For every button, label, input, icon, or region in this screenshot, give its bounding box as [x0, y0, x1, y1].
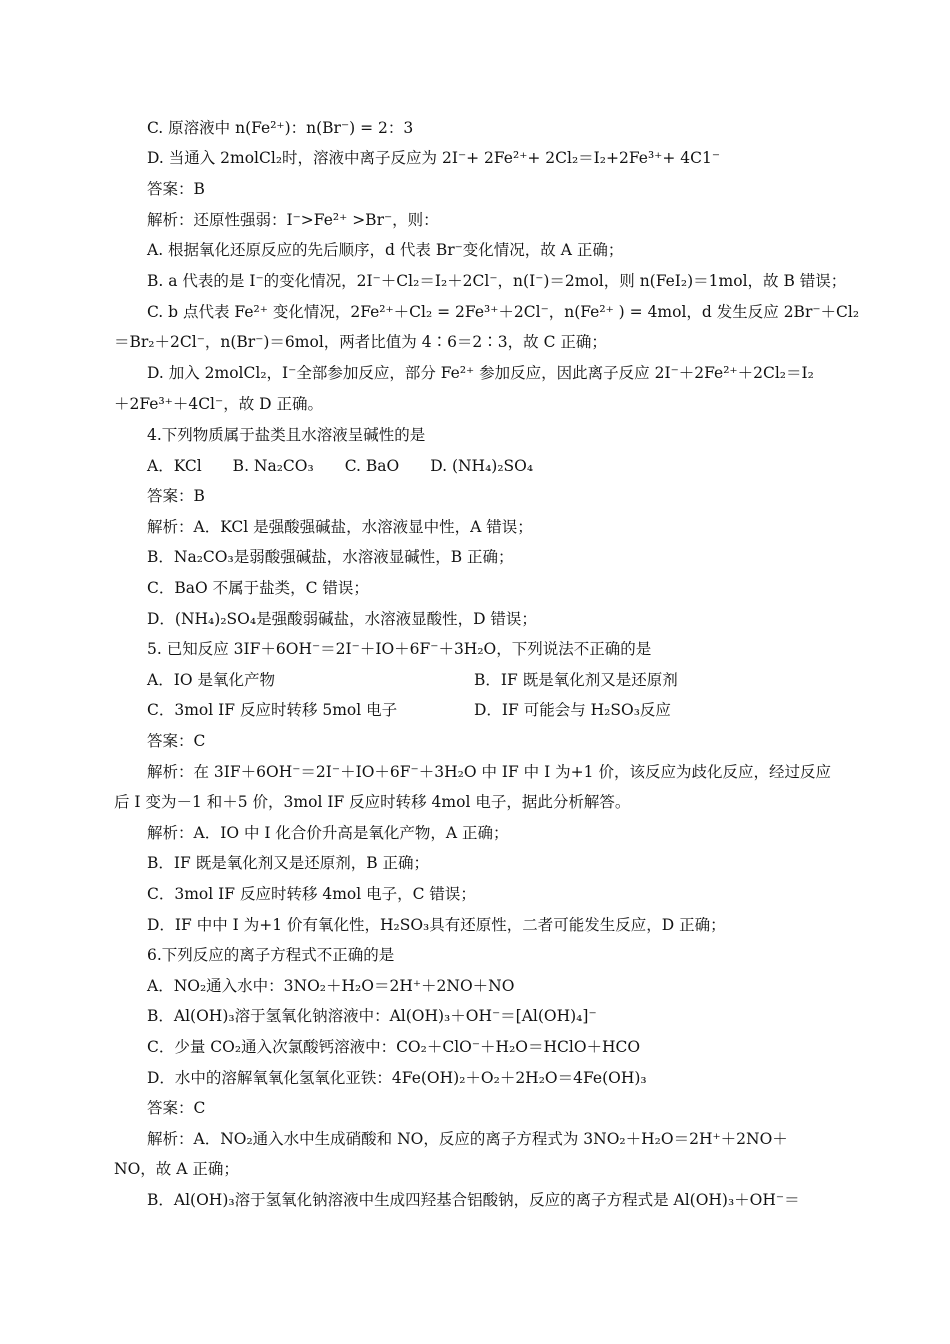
analysis-line: 解析：A．IO 中 I 化合价升高是氧化产物，A 正确； [147, 824, 509, 842]
analysis-line: 解析：A．KCl 是强酸强碱盐，水溶液显中性，A 错误； [147, 518, 533, 536]
analysis-line: C．3mol IF 反应时转移 4mol 电子，C 错误； [147, 885, 476, 903]
question-5-stem: 5. 已知反应 3IF＋6OH⁻＝2I⁻＋IO＋6F⁻＋3H₂O，下列说法不正确的是 [147, 640, 652, 658]
question-5-option-a: A．IO 是氧化产物 [147, 671, 275, 689]
analysis-line: 解析：还原性强弱：I⁻>Fe²⁺ >Br⁻，则： [147, 211, 439, 229]
answer-line: 答案：B [147, 487, 205, 505]
question-6-option-d: D．水中的溶解氧氧化氢氧化亚铁：4Fe(OH)₂＋O₂＋2H₂O＝4Fe(OH)₃ [147, 1069, 647, 1087]
answer-line: 答案：C [147, 732, 206, 750]
analysis-line: 解析：A．NO₂通入水中生成硝酸和 NO，反应的离子方程式为 3NO₂＋H₂O＝2H⁺＋2NO＋ [147, 1130, 788, 1148]
analysis-line: 后 I 变为－1 和＋5 价，3mol IF 反应时转移 4mol 电子，据此分析解答。 [114, 793, 631, 811]
question-6-option-c: C．少量 CO₂通入次氯酸钙溶液中：CO₂＋ClO⁻＋H₂O＝HClO＋HCO [147, 1038, 641, 1056]
analysis-line: C. b 点代表 Fe²⁺ 变化情况，2Fe²⁺＋Cl₂ = 2Fe³⁺＋2Cl⁻，n(Fe²⁺ ) = 4mol，d 发生反应 2Br⁻＋Cl₂ [147, 303, 860, 321]
option-c-line: C. 原溶液中 n(Fe²⁺)：n(Br⁻) = 2：3 [147, 119, 414, 137]
question-6-option-a: A．NO₂通入水中：3NO₂＋H₂O＝2H⁺＋2NO＋NO [147, 977, 515, 995]
analysis-line: ＋2Fe³⁺＋4Cl⁻，故 D 正确。 [114, 395, 323, 413]
analysis-line: C．BaO 不属于盐类，C 错误； [147, 579, 369, 597]
analysis-line: NO，故 A 正确； [114, 1160, 239, 1178]
question-4-stem: 4.下列物质属于盐类且水溶液呈碱性的是 [147, 426, 426, 444]
analysis-line: B．Na₂CO₃是弱酸强碱盐，水溶液显碱性，B 正确； [147, 548, 514, 566]
question-6-option-b: B．Al(OH)₃溶于氢氧化钠溶液中：Al(OH)₃＋OH⁻＝[Al(OH)₄]⁻ [147, 1007, 597, 1025]
analysis-line: A. 根据氧化还原反应的先后顺序，d 代表 Br⁻变化情况，故 A 正确； [147, 241, 624, 259]
question-5-option-d: D．IF 可能会与 H₂SO₃反应 [474, 701, 671, 719]
analysis-line: B. a 代表的是 I⁻的变化情况，2I⁻＋Cl₂＝I₂＋2Cl⁻，n(I⁻)＝2mol，则 n(FeI₂)＝1mol，故 B 错误； [147, 272, 847, 290]
option-d-line: D. 当通入 2molCl₂时，溶液中离子反应为 2I⁻+ 2Fe²⁺+ 2Cl₂＝I₂+2Fe³⁺+ 4C1⁻ [147, 149, 721, 167]
question-4-options: A．KCl B. Na₂CO₃ C. BaO D. (NH₄)₂SO₄ [147, 457, 534, 475]
analysis-line: B．Al(OH)₃溶于氢氧化钠溶液中生成四羟基合铝酸钠，反应的离子方程式是 Al(OH)₃＋OH⁻＝ [147, 1191, 800, 1209]
analysis-line: 解析：在 3IF＋6OH⁻＝2I⁻＋IO＋6F⁻＋3H₂O 中 IF 中 I 为+1 价，该反应为歧化反应，经过反应 [147, 763, 831, 781]
question-5-option-c: C．3mol IF 反应时转移 5mol 电子 [147, 701, 398, 719]
answer-line: 答案：C [147, 1099, 206, 1117]
question-5-option-b: B．IF 既是氧化剂又是还原剂 [474, 671, 678, 689]
analysis-line: D．(NH₄)₂SO₄是强酸弱碱盐，水溶液显酸性，D 错误； [147, 610, 537, 628]
analysis-line: D. 加入 2molCl₂，I⁻全部参加反应，部分 Fe²⁺ 参加反应，因此离子反应 2I⁻＋2Fe²⁺＋2Cl₂＝I₂ [147, 364, 814, 382]
analysis-line: D．IF 中中 I 为+1 价有氧化性，H₂SO₃具有还原性，二者可能发生反应，D 正确； [147, 916, 726, 934]
question-6-stem: 6.下列反应的离子方程式不正确的是 [147, 946, 395, 964]
analysis-line: ＝Br₂＋2Cl⁻，n(Br⁻)＝6mol，两者比值为 4∶6＝2∶3，故 C 正确； [114, 333, 607, 351]
answer-line: 答案：B [147, 180, 205, 198]
analysis-line: B．IF 既是氧化剂又是还原剂，B 正确； [147, 854, 430, 872]
